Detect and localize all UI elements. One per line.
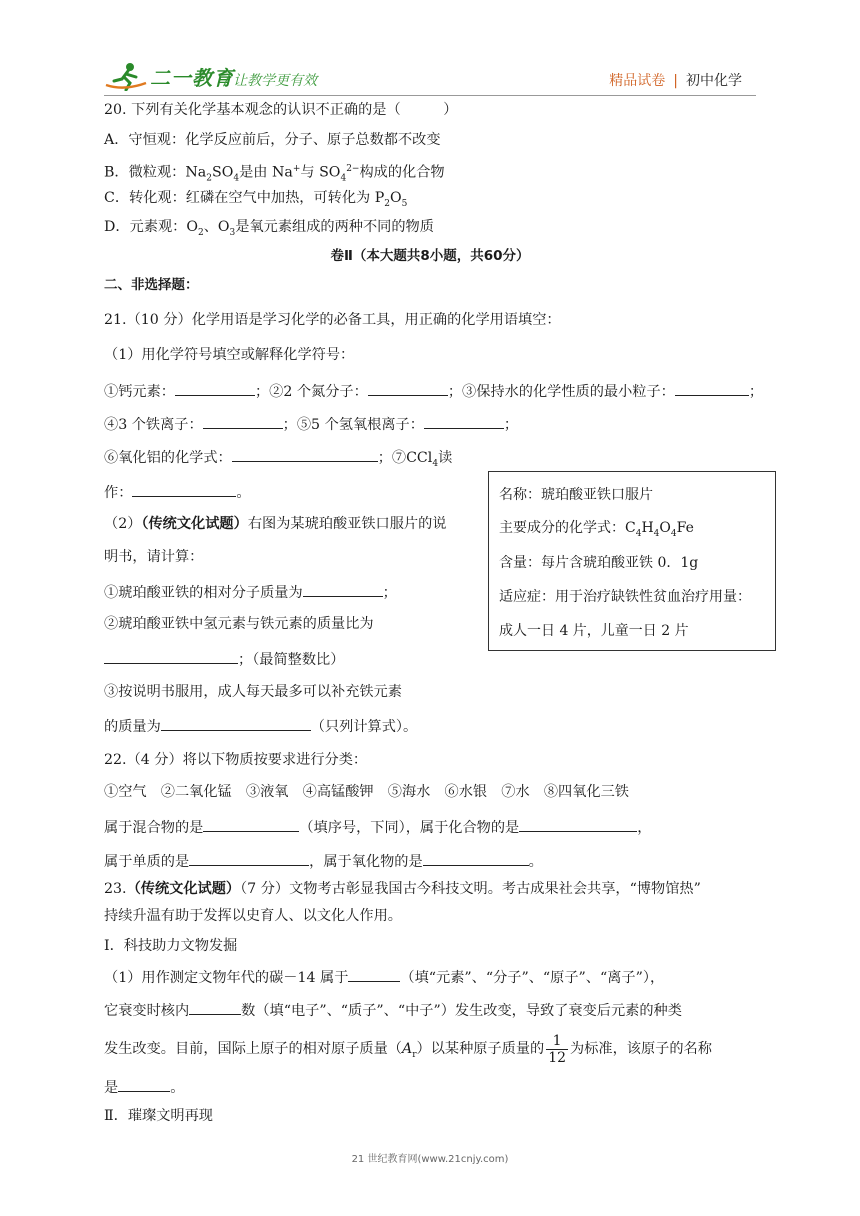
q23-p1: （1）用作测定文物年代的碳－14 属于 （填“元素”、“分子”、“原子”、“离子”）， — [104, 966, 664, 988]
q22-stem: 22.（4 分）将以下物质按要求进行分类： — [104, 752, 368, 768]
answer-blank[interactable] — [232, 446, 378, 462]
q21-line4: 作： 。 — [104, 481, 251, 503]
slogan: / 让教学更有效 — [224, 73, 318, 89]
q22-line1: 属于混合物的是 （填序号，下同），属于化合物的是 ， — [104, 816, 651, 838]
q22-items: ①空气 ②二氧化锰 ③液氧 ④高锰酸钾 ⑤海水 ⑥水银 ⑦水 ⑧四氧化三铁 — [104, 784, 629, 800]
answer-blank[interactable] — [423, 850, 529, 866]
q23-stem: 23.（传统文化试题）（7 分）文物考古彰显我国古今科技文明。考古成果社会共享，“博物馆热” — [104, 881, 701, 897]
answer-blank[interactable] — [368, 380, 448, 396]
q20-stem: 20. 下列有关化学基本观念的认识不正确的是（ ） — [104, 102, 458, 118]
q21-line1: ①钙元素： ；②2 个氮分子： ；③保持水的化学性质的最小粒子： ； — [104, 380, 763, 402]
answer-blank[interactable] — [675, 380, 749, 396]
q21-s3: ③按说明书服用，成人每天最多可以补充铁元素 — [104, 684, 402, 700]
answer-blank[interactable] — [303, 581, 383, 597]
q21-s3-answer: 的质量为 （只列计算式）。 — [104, 715, 417, 737]
category-separator: | — [673, 73, 678, 89]
answer-blank[interactable] — [175, 380, 255, 396]
q23-p2: 它衰变时核内 数（填“电子”、“质子”、“中子”）发生改变，导致了衰变后元素的种类 — [104, 999, 682, 1021]
answer-blank[interactable] — [118, 1076, 170, 1092]
q21-part2-cont: 明书，请计算： — [104, 549, 204, 565]
q23-p3: 发生改变。目前，国际上原子的相对原子质量$(A_r)$以某种原子质量的 $\frac{1}{12}$ 为标准，该原子的名称 — [104, 1032, 712, 1066]
label-dosage: 成人一日 4 片，儿童一日 2 片 — [499, 623, 689, 639]
q20-option-c: C．转化观：红磷在空气中加热，可转化为 $P_2O_5$ — [104, 190, 408, 209]
q23-sub1: Ⅰ．科技助力文物发掘 — [104, 938, 238, 954]
q21-s1: ①琥珀酸亚铁的相对分子质量为 ； — [104, 581, 397, 603]
logo-text: 二一教育 — [150, 65, 234, 90]
page-footer: 21 世纪教育网(www.21cnjy.com) — [351, 1154, 509, 1165]
fraction: $\frac{1}{12}$ — [548, 1032, 567, 1066]
subject-label: 初中化学 — [686, 73, 742, 89]
answer-blank[interactable] — [161, 715, 311, 731]
q21-line3: ⑥氧化铝的化学式： ；⑦CCl$_4$读 — [104, 446, 452, 474]
q21-s2: ②琥珀酸亚铁中氢元素与铁元素的质量比为 — [104, 616, 374, 632]
q21-s2-answer: ；（最简整数比） — [104, 648, 344, 670]
answer-blank[interactable] — [189, 999, 241, 1015]
answer-blank[interactable] — [189, 850, 309, 866]
label-name: 名称：琥珀酸亚铁口服片 — [499, 487, 653, 503]
q21-part1: （1）用化学符号填空或解释化学符号： — [104, 347, 355, 363]
answer-blank[interactable] — [203, 413, 283, 429]
medicine-label-box — [488, 471, 776, 651]
q23-stem-cont: 持续升温有助于发挥以史育人、以文化人作用。 — [104, 908, 402, 924]
page-header — [0, 0, 860, 100]
header-divider — [104, 95, 756, 96]
answer-blank[interactable] — [203, 816, 299, 832]
logo — [104, 58, 234, 94]
section-heading: 二、非选择题： — [104, 277, 199, 293]
header-category — [609, 70, 742, 90]
answer-blank[interactable] — [424, 413, 504, 429]
answer-blank[interactable] — [519, 816, 637, 832]
q23-p4: 是 。 — [104, 1076, 184, 1098]
label-indication: 适应症：用于治疗缺铁性贫血治疗用量： — [499, 589, 751, 605]
q21-part2: （2）（传统文化试题）右图为某琥珀酸亚铁口服片的说 — [104, 516, 447, 532]
label-formula: 主要成分的化学式：$C_4H_4O_4Fe$ — [499, 520, 694, 539]
section-title: 卷Ⅱ（本大题共8小题，共60分） — [330, 248, 530, 264]
running-figure-icon — [104, 61, 148, 91]
q21-stem: 21.（10 分）化学用语是学习化学的必备工具，用正确的化学用语填空： — [104, 312, 561, 328]
q23-sub2: Ⅱ．璀璨文明再现 — [104, 1108, 213, 1124]
category-label: 精品试卷 — [609, 73, 666, 89]
q22-line2: 属于单质的是 ，属于氧化物的是 。 — [104, 850, 543, 872]
q21-line2: ④3 个铁离子： ；⑤5 个氢氧根离子： ； — [104, 413, 518, 435]
q20-option-b: B．微粒观：$Na_2SO_4$是由 Na+与 $SO_4^{2-}$构成的化合物 — [104, 164, 445, 184]
q20-option-d: D．元素观：$O_2$、$O_3$是氧元素组成的两种不同的物质 — [104, 219, 434, 238]
answer-blank[interactable] — [104, 648, 238, 664]
answer-blank[interactable] — [132, 481, 236, 497]
label-content: 含量：每片含琥珀酸亚铁 0．1g — [499, 555, 699, 571]
answer-blank[interactable] — [348, 966, 400, 982]
q20-option-a: A．守恒观：化学反应前后，分子、原子总数都不改变 — [104, 132, 441, 148]
